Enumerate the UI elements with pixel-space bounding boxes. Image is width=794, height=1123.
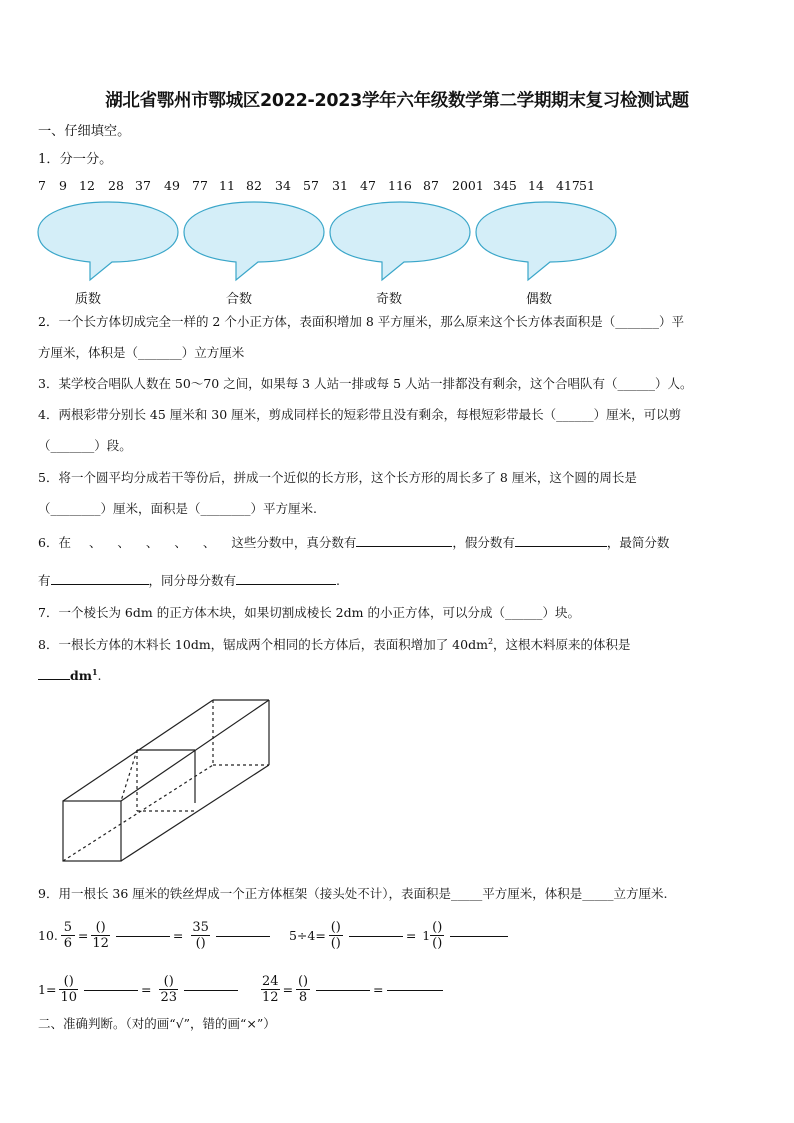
fraction (261, 974, 280, 1005)
denominator: 8 (298, 990, 308, 1005)
q5-line1: 5．将一个圆平均分成若干等份后，拼成一个近似的长方形，这个长方形的周长多了 8 厘米，这个圆的周长是 (38, 470, 637, 485)
q6-start: 6．在 (38, 535, 71, 550)
number-item: 31 (332, 178, 348, 193)
q8-text-a: 8．一根长方体的木料长 10dm，锯成两个相同的长方体后，表面积增加了 40dm (38, 637, 488, 652)
numerator[interactable]: () (63, 974, 74, 989)
numerator[interactable]: () (432, 920, 443, 935)
one-equals: 1= (38, 982, 57, 997)
q6-simplest-blank[interactable] (51, 571, 149, 585)
bubble-even (476, 202, 616, 280)
bubble-odd (330, 202, 470, 280)
denominator: 23 (160, 990, 178, 1005)
answer-line[interactable] (216, 935, 270, 937)
q2-line2: 方厘米，体积是（_______）立方厘米 (38, 345, 245, 360)
fraction (191, 920, 210, 951)
number-item: 57 (303, 178, 319, 193)
denominator: 12 (92, 936, 109, 951)
bubble-prime (38, 202, 178, 280)
numerator[interactable]: () (163, 974, 174, 989)
equals: = (282, 982, 294, 997)
equals: = (77, 928, 89, 943)
number-item: 116 (388, 178, 412, 193)
q8-blank[interactable] (38, 666, 70, 680)
q10-row2 (38, 974, 446, 1005)
category-composite-label: 合数 (226, 292, 253, 307)
q3: 3．某学校合唱队人数在 50～70 之间，如果每 3 人站一排或每 5 人站一排都没有剩余，这个合唱队有（______）人。 (38, 376, 693, 391)
q6-line2-start: 有 (38, 573, 51, 588)
number-item: 9 (59, 178, 67, 193)
q7: 7．一个棱长为 6dm 的正方体木块，如果切割成棱长 2dm 的小正方体，可以分成（______）块。 (38, 605, 580, 620)
number-item: 47 (360, 178, 376, 193)
section-2-heading: 二、准确判断。（对的画“√”，错的画“×”） (38, 1016, 276, 1031)
q6-proper-text: 这些分数中，真分数有 (231, 535, 357, 550)
q6-same-den-text: ，同分母分数有 (148, 573, 237, 588)
category-even-label: 偶数 (526, 292, 553, 307)
q6-proper-blank[interactable] (356, 533, 452, 547)
q4-line2: （_______）段。 (38, 438, 132, 453)
q8-unit: dm (70, 668, 92, 683)
equals: = (140, 982, 152, 997)
numerator[interactable]: () (297, 974, 309, 989)
q6-same-den-blank[interactable] (236, 571, 336, 585)
denominator[interactable]: () (195, 936, 206, 951)
number-item: 34 (275, 178, 291, 193)
answer-line[interactable] (450, 935, 508, 937)
page-title: 湖北省鄂州市鄂城区2022-2023学年六年级数学第二学期期末复习检测试题 (105, 91, 689, 111)
q6-simplest-text: ，最简分数 (606, 535, 670, 550)
category-prime-label: 质数 (75, 292, 102, 307)
number-item: 87 (423, 178, 439, 193)
answer-line[interactable] (387, 989, 443, 991)
number-item: 12 (79, 178, 95, 193)
q6-end: . (336, 573, 341, 588)
q8-text-b: ，这根木料原来的体积是 (493, 637, 631, 652)
denominator: 12 (262, 990, 279, 1005)
q10-row1 (38, 920, 511, 951)
numerator[interactable]: () (95, 920, 106, 935)
section-1-heading: 一、仔细填空。 (38, 124, 131, 139)
number-item: 11 (219, 178, 235, 193)
equals: = (172, 928, 184, 943)
equals: = (405, 928, 417, 943)
equals: = (373, 982, 384, 997)
q6-line1 (38, 533, 669, 551)
denominator[interactable]: () (330, 936, 341, 951)
denominator[interactable]: () (432, 936, 443, 951)
q4-line1: 4．两根彩带分别长 45 厘米和 30 厘米，剪成同样长的短彩带且没有剩余，每根短彩带最长（______）厘米，可以剪 (38, 407, 682, 422)
whole-number: 1 (422, 928, 431, 943)
q2-line1: 2．一个长方体切成完全一样的 2 个小正方体，表面积增加 8 平方厘米，那么原来这个长方体表面积是（_______）平 (38, 314, 685, 329)
numerator: 5 (63, 920, 73, 935)
answer-line[interactable] (184, 989, 238, 991)
fraction (61, 920, 75, 951)
fraction (159, 974, 178, 1005)
q9: 9．用一根长 36 厘米的铁丝焊成一个正方体框架（接头处不计），表面积是_____平方厘米，体积是_____立方厘米. (38, 886, 668, 901)
q1-label: 1．分一分。 (38, 152, 113, 167)
fraction (296, 974, 310, 1005)
cuboid-figure (55, 693, 275, 868)
number-item: 28 (108, 178, 124, 193)
answer-line[interactable] (116, 935, 170, 937)
number-item: 51 (579, 178, 595, 193)
number-item: 2001 (452, 178, 484, 193)
denominator: 6 (63, 936, 73, 951)
division-expression: 5÷4= (288, 928, 326, 943)
fraction (430, 920, 444, 951)
q1-bubbles (30, 198, 630, 282)
answer-line[interactable] (84, 989, 138, 991)
number-item: 417 (556, 178, 580, 193)
answer-line[interactable] (349, 935, 403, 937)
fraction (329, 920, 343, 951)
q8-line2 (38, 666, 102, 683)
denominator: 10 (60, 990, 77, 1005)
numerator: 35 (192, 920, 209, 935)
answer-line[interactable] (316, 989, 370, 991)
number-item: 7 (38, 178, 46, 193)
fraction (59, 974, 78, 1005)
numerator: 24 (262, 974, 279, 989)
q10-label: 10. (38, 928, 58, 943)
q6-line2 (38, 571, 340, 589)
q6-improper-text: ，假分数有 (452, 535, 515, 550)
q8-sup: 2 (487, 636, 494, 646)
number-item: 77 (192, 178, 208, 193)
number-item: 49 (164, 178, 180, 193)
number-item: 14 (528, 178, 544, 193)
category-odd-label: 奇数 (376, 292, 403, 307)
number-item: 345 (493, 178, 517, 193)
bubble-composite (184, 202, 324, 280)
q8-line1 (38, 635, 631, 653)
numerator[interactable]: () (330, 920, 341, 935)
q6-improper-blank[interactable] (515, 533, 607, 547)
number-item: 37 (135, 178, 151, 193)
q5-line2: （________）厘米，面积是（________）平方厘米. (38, 501, 317, 516)
number-item: 82 (246, 178, 262, 193)
fraction (91, 920, 110, 951)
q6-fraction-placeholders: 、 、 、 、 、 (88, 535, 222, 550)
q8-unit-sup: 1 (91, 666, 98, 677)
q8-end: . (97, 668, 102, 683)
